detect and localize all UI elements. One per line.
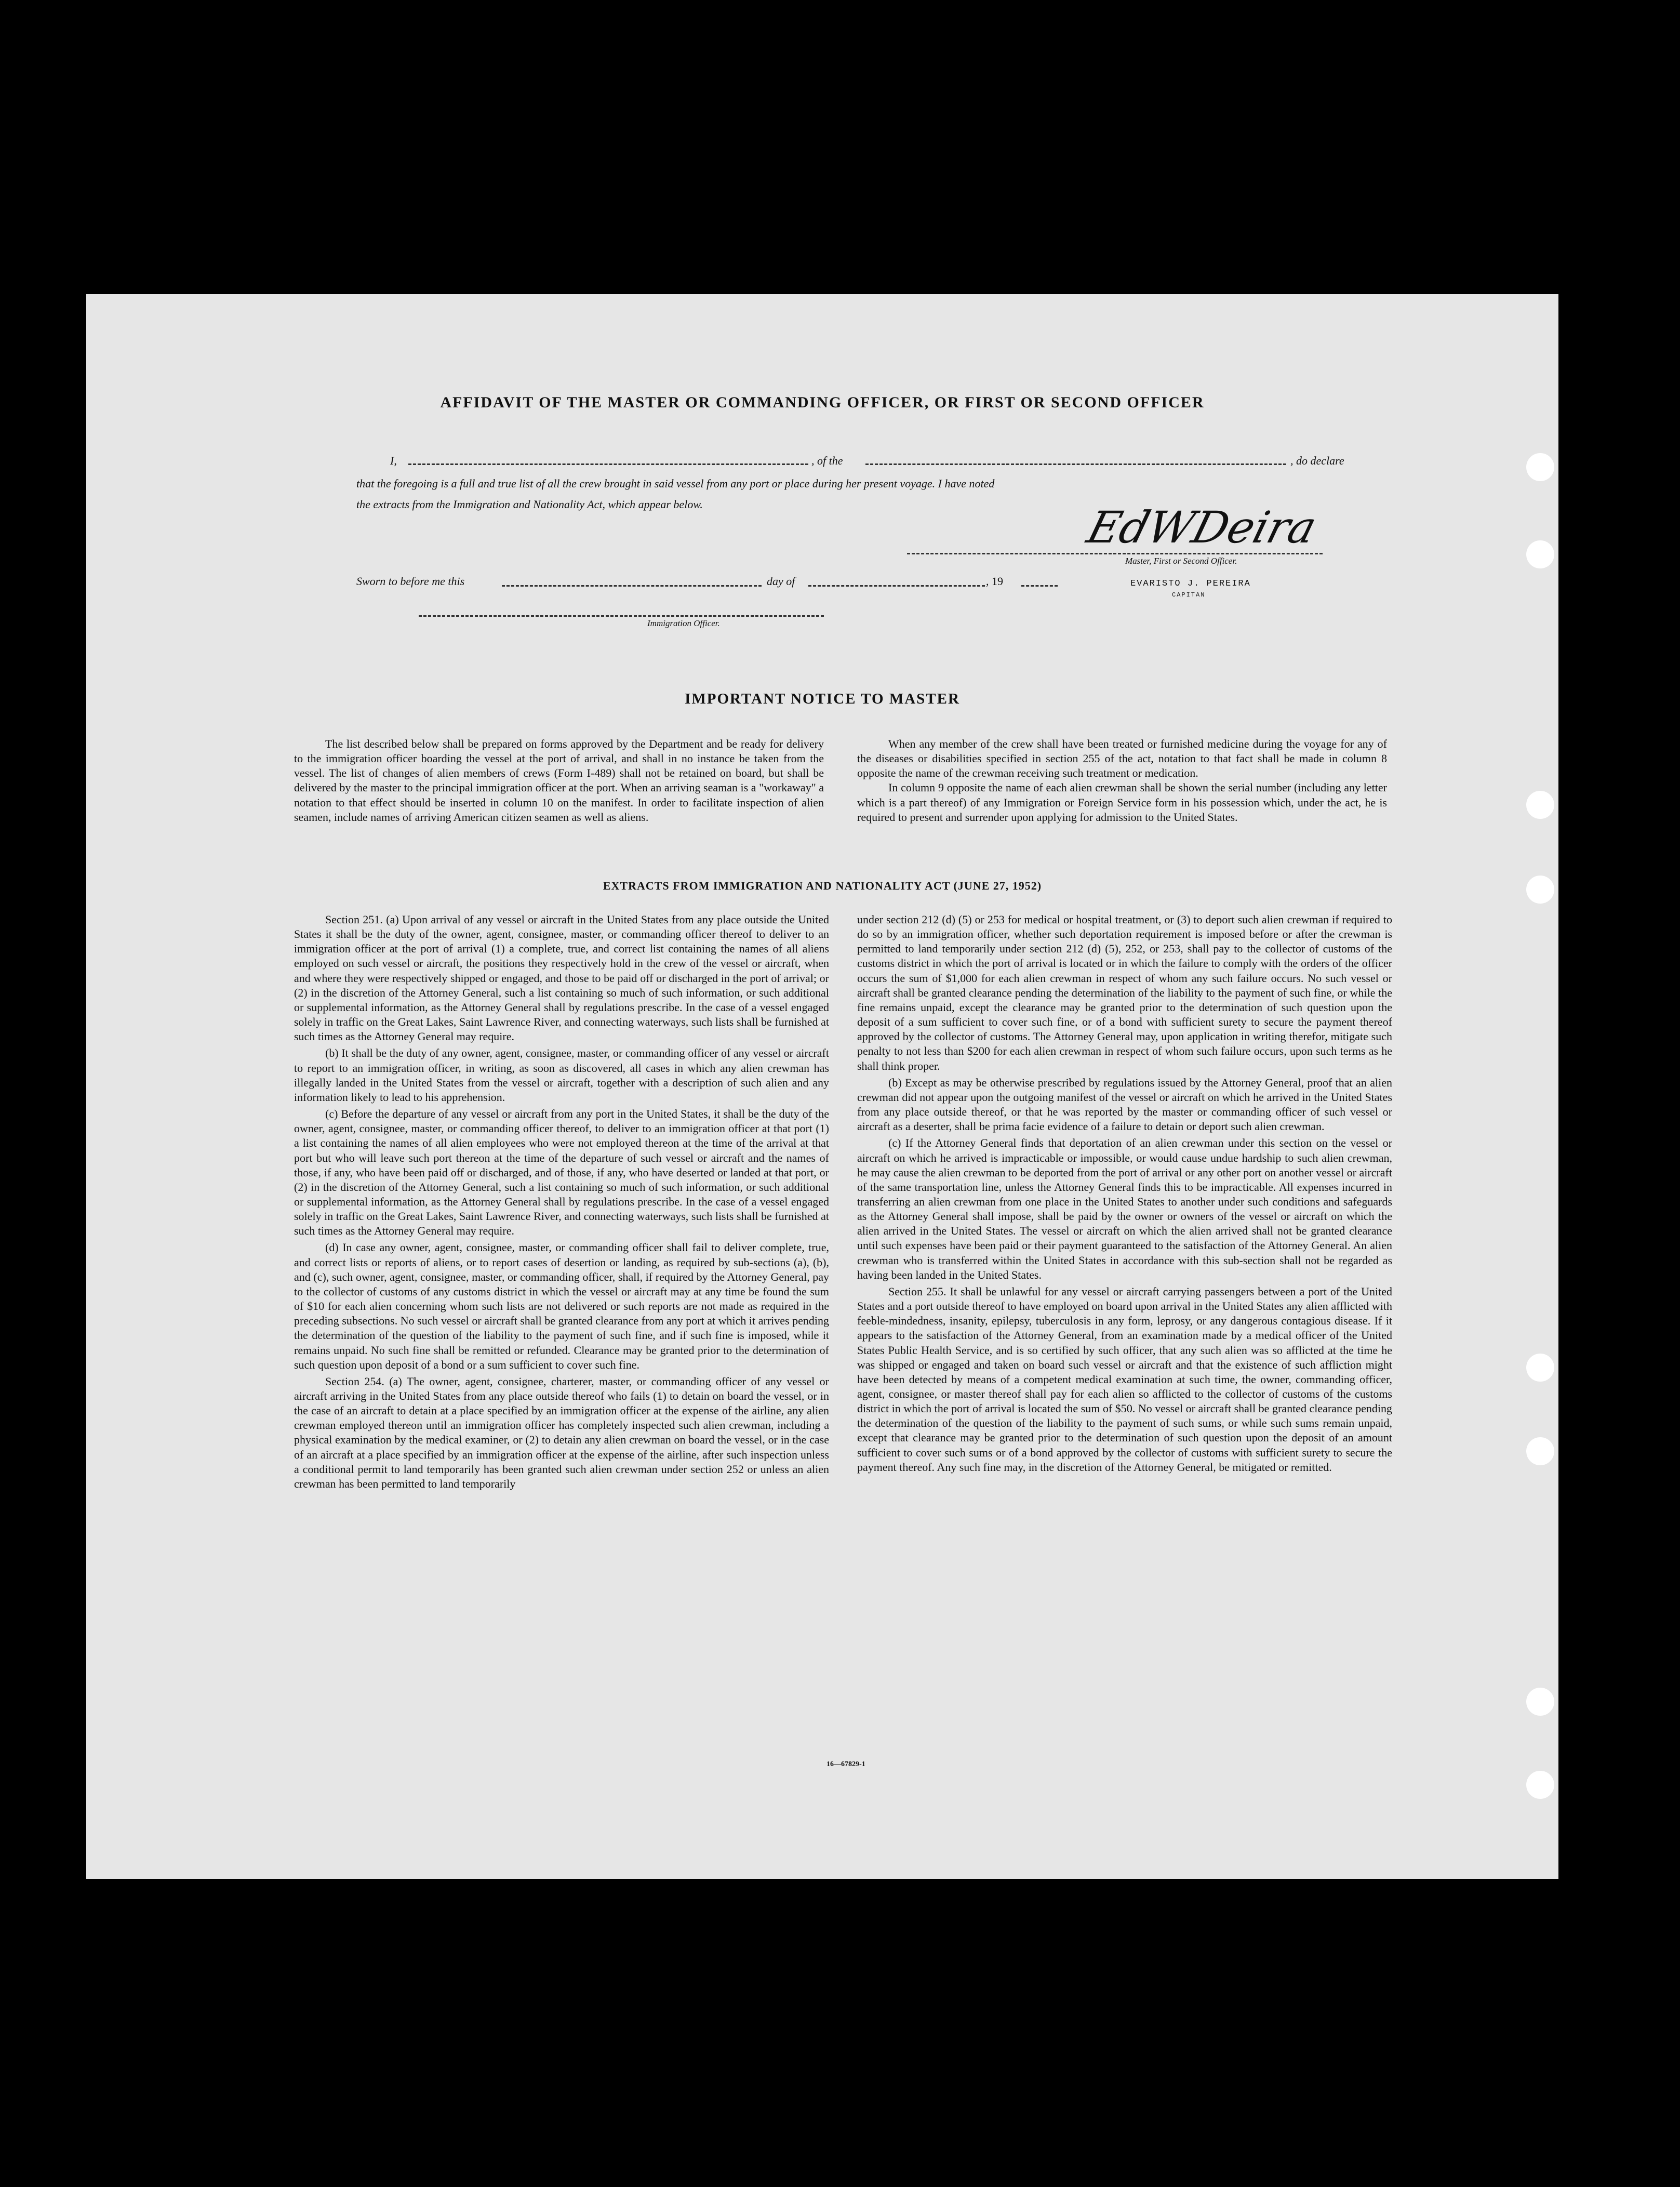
notice-paragraph: When any member of the crew shall have been treated or furnished medicine during the voyage for any of the diseases or disabilities specified in section 255 of the act, notation to that fact shall be made in column 8 opposite the name of the crewman receiving such treatment or medication.: [857, 737, 1387, 780]
affidavit-title: AFFIDAVIT OF THE MASTER OR COMMANDING OFFICER, OR FIRST OR SECOND OFFICER: [440, 394, 1205, 411]
year-label: , 19: [986, 575, 1003, 588]
vessel-name-field[interactable]: [865, 463, 1286, 465]
affidavit-do-declare: , do declare: [1290, 454, 1344, 467]
notice-right-column: [857, 737, 1387, 825]
binder-hole: [1526, 791, 1554, 819]
extract-paragraph: Section 254. (a) The owner, agent, consignee, charterer, master, or commanding officer of any vessel or aircraft arriving in the United States from any place outside thereof who fails (1) to detain on board the vessel, or in the case of an aircraft to detain at a place specified by an immigration officer at the expense of the airline, any alien crewman employed thereon until an immigration officer has completely inspected such alien crewman, including a physical examination by the medical examiner, or (2) to detain any alien crewman on board the vessel, or in the case of an aircraft at a place specified by an immigration officer at the expense of the airline, after such inspection unless a conditional permit to land temporarily has been granted such alien crewman under section 252 or unless an alien crewman has been permitted to land temporarily: [294, 1374, 829, 1490]
binder-hole: [1526, 453, 1554, 481]
document-page: [86, 294, 1558, 1879]
extract-paragraph: (b) Except as may be otherwise prescribed by regulations issued by the Attorney General, proof that an alien crewman did not appear upon the outgoing manifest of the vessel or aircraft on which he arrived in the United States from any place outside thereof, or that he was reported by the master or commanding officer of such vessel or aircraft as a deserter, shall be prima facie evidence of a failure to detain or deport such alien crewman.: [857, 1076, 1392, 1133]
affidavit-line-2: that the foregoing is a full and true list of all the crew brought in said vessel from any port or place during her present voyage. I have noted: [356, 477, 995, 490]
binder-hole: [1526, 1354, 1554, 1382]
form-number: 16—67829-1: [826, 1760, 865, 1768]
sworn-label: Sworn to before me this: [356, 575, 465, 588]
extract-paragraph: Section 251. (a) Upon arrival of any vessel or aircraft in the United States from any place outside the United States it shall be the duty of the owner, agent, consignee, master, or commanding officer thereof to deliver to an immigration officer at the port of arrival (1) a complete, true, and correct list containing the names of all aliens employed on such vessel or aircraft, the positions they respectively hold in the crew of the vessel or aircraft, when and where they were respectively shipped or engaged, and those to be paid off or discharged in the port of arrival; or (2) in the discretion of the Attorney General, such a list containing so much of such information, or such additional or supplemental information, as the Attorney General shall by regulations prescribe. In the case of a vessel engaged solely in traffic on the Great Lakes, Saint Lawrence River, and connecting waterways, such lists shall be furnished at such times as the Attorney General may require.: [294, 913, 829, 1043]
stamp-name: EVARISTO J. PEREIRA: [1130, 579, 1251, 589]
extract-paragraph: (c) If the Attorney General finds that deportation of an alien crewman under this section on the vessel or aircraft on which he arrived is impracticable or impossible, or would cause undue hardship to such alien crewman, he may cause the alien crewman to be deported from the port of arrival or any other port on another vessel or aircraft of the same transportation line, unless the Attorney General finds this to be impracticable. All expenses incurred in transferring an alien crewman from one place in the United States to another under such conditions and safeguards as the Attorney General shall impose, shall be paid by the owner or owners of the vessel or aircraft on which the alien arrived in the United States. The vessel or aircraft on which the alien arrived shall not be granted clearance until such expenses have been paid or their payment guaranteed to the satisfaction of the Attorney General. An alien crewman who is transferred within the United States in accordance with this sub-section shall not be regarded as having been landed in the United States.: [857, 1136, 1392, 1281]
immigration-officer-caption: Immigration Officer.: [647, 618, 720, 628]
immigration-officer-line: [419, 615, 824, 617]
sworn-month-field[interactable]: [808, 585, 985, 587]
extract-paragraph: Section 255. It shall be unlawful for any vessel or aircraft carrying passengers between a port of the United States and a port outside thereof to have employed on board upon arrival in the United States any alien afflicted with feeble-mindedness, insanity, epilepsy, tuberculosis in any form, leprosy, or any dangerous contagious disease. If it appears to the satisfaction of the Attorney General, from an examination made by a medical officer of the United States Public Health Service, and is so certified by such officer, that any such alien was so afflicted at the time he was shipped or engaged and taken on board such vessel or aircraft and that the existence of such affliction might have been detected by means of a competent medical examination at such time, the owner, commanding officer, agent, consignee, or master thereof shall pay for each alien so afflicted to the collector of customs of the customs district in which the port of arrival is located the sum of $50. No vessel or aircraft shall be granted clearance pending the determination of the question of the liability to the payment of such sums, or while such sums remain unpaid, except that clearance may be granted prior to the determination of such question upon the deposit of an amount sufficient to cover such sums or of a bond approved by the collector of customs with sufficient surety to secure the payment thereof. Any such fine may, in the discretion of the Attorney General, be mitigated or remitted.: [857, 1284, 1392, 1474]
extracts-right-column: [857, 912, 1392, 1477]
extract-paragraph: under section 212 (d) (5) or 253 for medical or hospital treatment, or (3) to deport such alien crewman if required to do so by an immigration officer, whether such deportation requirement is imposed before or after the crewman is permitted to land temporarily under section 212 (d) (5), 252, or 253, shall pay to the collector of customs of the customs district in which the port of arrival is located or in which the failure to comply with the orders of the officer occurs the sum of $1,000 for each alien crewman in respect of whom any such failure occurs. No such vessel or aircraft shall be granted clearance pending the determination of the liability to the payment of such fine, or while the fine remains unpaid, except the clearance may be granted prior to the determination of such question upon the deposit of a sum sufficient to cover such fine, or of a bond with sufficient surety to secure the payment thereof approved by the collector of customs. The Attorney General may, upon application in writing therefor, mitigate such penalty to not less than $200 for each alien crewman in respect of whom such failure occurs, upon such terms as he shall think proper.: [857, 913, 1392, 1072]
master-signature-line: [907, 553, 1323, 554]
day-of-label: day of: [767, 575, 795, 588]
binder-hole: [1526, 876, 1554, 904]
notice-paragraph: In column 9 opposite the name of each alien crewman shall be shown the serial number (including any letter which is a part thereof) of any Immigration or Foreign Service form in his possession which, under the act, he is required to present and surrender upon applying for admission to the United States.: [857, 781, 1387, 824]
extracts-left-column: [294, 912, 829, 1493]
notice-left-column: [294, 737, 824, 825]
binder-hole: [1526, 1437, 1554, 1465]
affidavit-of-the: , of the: [811, 454, 843, 467]
sworn-day-field[interactable]: [502, 585, 762, 587]
master-signature: EdWDeira: [1082, 502, 1322, 553]
extract-paragraph: (b) It shall be the duty of any owner, agent, consignee, master, or commanding officer of any vessel or aircraft to report to an immigration officer, in writing, as soon as discovered, all cases in which any alien crewman has illegally landed in the United States from the vessel or aircraft, together with a description of such alien and any information likely to lead to his apprehension.: [294, 1046, 829, 1104]
binder-hole: [1526, 1771, 1554, 1799]
binder-hole: [1526, 1688, 1554, 1716]
affidavit-i-label: I,: [390, 454, 397, 467]
notice-title: IMPORTANT NOTICE TO MASTER: [685, 691, 960, 707]
notice-paragraph: The list described below shall be prepared on forms approved by the Department and be ready for delivery to the immigration officer boarding the vessel at the port of arrival, and shall in no instance be taken from the vessel. The list of changes of alien members of crews (Form I-489) shall not be retained on board, but shall be delivered by the master to the principal immigration officer at the port. When an arriving seaman is a "workaway" a notation to that effect should be inserted in column 10 on the manifest. In order to facilitate inspection of alien seamen, include names of arriving American citizen seamen as well as aliens.: [294, 737, 824, 824]
extract-paragraph: (d) In case any owner, agent, consignee, master, or commanding officer shall fail to deliver complete, true, and correct lists or reports of aliens, or to report cases of desertion or landing, as required by sub-sections (a), (b), and (c), such owner, agent, consignee, master, or commanding officer, shall, if required by the Attorney General, pay to the collector of customs of any customs district in which the vessel or aircraft may at any time be found the sum of $10 for each alien concerning whom such lists are not delivered or such reports are not made as required in the preceding subsections. No such vessel or aircraft shall be granted clearance from any port at which it arrives pending the determination of the question of the liability to the payment of such fine, and if such fine is imposed, while it remains unpaid. No such fine shall be remitted or refunded. Clearance may be granted prior to the determination of such question upon deposit of a bond or a sum sufficient to cover such fine.: [294, 1241, 829, 1371]
sworn-year-field[interactable]: [1021, 585, 1058, 587]
master-name-field[interactable]: [408, 463, 808, 465]
extract-paragraph: (c) Before the departure of any vessel or aircraft from any port in the United States, it shall be the duty of the owner, agent, consignee, master, or commanding officer thereof, to deliver to an immigration officer at that port (1) a list containing the names of all alien employees who were not employed thereon at the time of the arrival at that port but who will leave such port thereon at the time of the departure of such vessel or aircraft and the names of those, if any, who have been paid off or discharged, and of those, if any, who have deserted or landed at that port, or (2) in the discretion of the Attorney General, such a list containing so much of such information, or such additional or supplemental information, as the Attorney General shall by regulations prescribe. In the case of a vessel engaged solely in traffic on the Great Lakes, Saint Lawrence River, and connecting waterways, such lists shall be furnished at such times as the Attorney General may require.: [294, 1107, 829, 1238]
binder-hole: [1526, 540, 1554, 568]
stamp-title: CAPITAN: [1172, 591, 1206, 599]
extracts-title: EXTRACTS FROM IMMIGRATION AND NATIONALITY ACT (JUNE 27, 1952): [603, 879, 1042, 892]
affidavit-line-3: the extracts from the Immigration and Nationality Act, which appear below.: [356, 498, 703, 511]
master-caption: Master, First or Second Officer.: [1125, 556, 1237, 566]
